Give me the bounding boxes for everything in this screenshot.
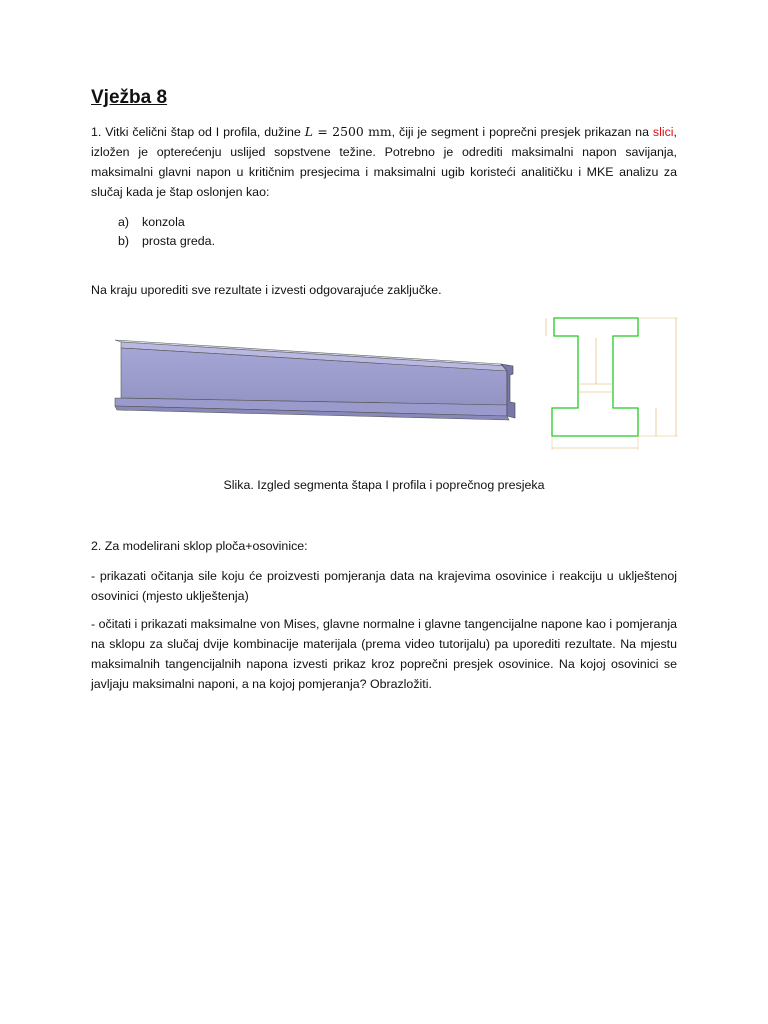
- list-item-text: prosta greda.: [142, 234, 216, 248]
- task2-bullet-2: - očitati i prikazati maksimalne von Mises, glavne normalne i glavne tangencijalne napone kao i pomjeranja na sklopu za slučaj dvije kombinacije materijala (prema video tutorijalu) pa uporediti rezultate. Na mjestu maksimalnih tangencijalnih napona izvesti prikaz kroz poprečni presjek osovinice. Na kojoj osovinici se javljaju maksimalni naponi, a na kojoj pomjeranja? Obrazložiti.: [91, 617, 677, 691]
- list-item-text: konzola: [142, 215, 185, 229]
- task1-conclusion: Na kraju uporediti sve rezultate i izvesti odgovarajuće zaključke.: [91, 283, 442, 297]
- list-marker: a): [118, 215, 130, 229]
- list-marker: b): [118, 234, 130, 248]
- page-title: Vježba 8: [91, 87, 168, 108]
- task1-text-b: , čiji je segment i poprečni presjek prikazan na: [391, 125, 653, 139]
- list-item: [118, 213, 215, 232]
- math-length-value: = 2500 mm: [312, 124, 392, 139]
- i-profile-outline: [552, 318, 638, 436]
- support-list: [118, 213, 215, 251]
- task1-text-a: 1. Vitki čelični štap od I profila, dužine: [91, 125, 305, 139]
- task2-heading: 2. Za modelirani sklop ploča+osovinice:: [91, 539, 308, 553]
- task1-paragraph: [91, 122, 677, 202]
- figure-caption: Slika. Izgled segmenta štapa I profila i poprečnog presjeka: [223, 478, 545, 492]
- i-beam-segment-image: [101, 318, 527, 458]
- task1-text-c: , izložen je opterećenju uslijed sopstvene težine. Potrebno je odrediti maksimalni napon savijanja, maksimalni glavni napon u kritičnim presjecima i maksimalni ugib koristeći analitičku i MKE analizu za slučaj kada je štap oslonjen kao:: [91, 125, 677, 199]
- figure-reference-link[interactable]: slici: [652, 125, 674, 139]
- task2-bullet-1: - prikazati očitanja sile koju će proizvesti pomjeranja data na krajevima osovinice i reakciju u uklještenoj osovinici (mjesto uklještenja): [91, 569, 677, 603]
- cross-section-drawing: [538, 308, 685, 458]
- list-item: [118, 232, 215, 251]
- math-length-symbol: L: [304, 124, 313, 139]
